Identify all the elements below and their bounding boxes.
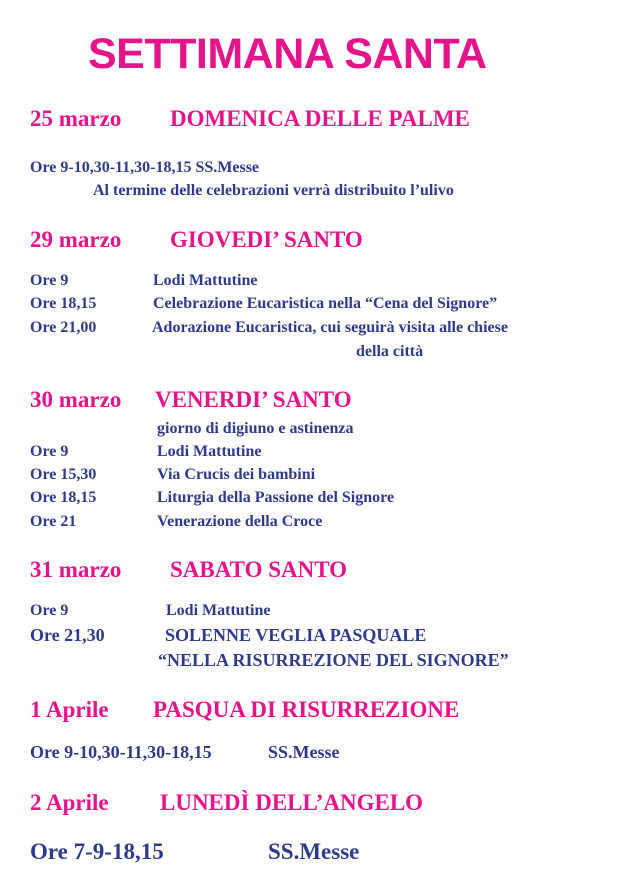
schedule-desc: SS.Messe	[268, 839, 360, 864]
schedule-desc: Adorazione Eucaristica, cui seguirà visita alle chiese	[152, 319, 508, 336]
section-name: PASQUA DI RISURREZIONE	[153, 697, 460, 722]
schedule-desc: Via Crucis dei bambini	[157, 466, 316, 483]
schedule-desc: Liturgia della Passione del Signore	[157, 489, 395, 506]
schedule-time: Ore 15,30	[30, 466, 97, 483]
schedule-time: Ore 18,15	[30, 489, 97, 506]
schedule-desc: Lodi Mattutine	[166, 602, 271, 619]
section-date: 1 Aprile	[30, 697, 109, 722]
schedule-desc: Lodi Mattutine	[153, 272, 258, 289]
page-title: SETTIMANA SANTA	[88, 30, 487, 78]
section-date: 31 marzo	[30, 557, 122, 582]
schedule-note: Al termine delle celebrazioni verrà distribuito l’ulivo	[93, 182, 454, 199]
schedule-desc: della città	[356, 343, 424, 360]
schedule-time: Ore 9-10,30-11,30-18,15	[30, 742, 212, 762]
schedule-time: Ore 9	[30, 443, 69, 460]
schedule-desc: “NELLA RISURREZIONE DEL SIGNORE”	[158, 650, 509, 670]
schedule-time: Ore 9-10,30-11,30-18,15 SS.Messe	[30, 159, 260, 176]
section-name: LUNEDÌ DELL’ANGELO	[160, 790, 424, 815]
schedule-desc: Celebrazione Eucaristica nella “Cena del Signore”	[153, 295, 498, 312]
section-date: 29 marzo	[30, 227, 122, 252]
schedule-time: Ore 9	[30, 272, 69, 289]
section-date: 25 marzo	[30, 106, 122, 131]
schedule-note: giorno di digiuno e astinenza	[157, 420, 354, 437]
schedule-time: Ore 7-9-18,15	[30, 839, 164, 864]
section-name: DOMENICA DELLE PALME	[170, 106, 470, 131]
schedule-time: Ore 18,15	[30, 295, 97, 312]
schedule-desc: Venerazione della Croce	[157, 513, 323, 530]
schedule-time: Ore 21	[30, 513, 77, 530]
schedule-time: Ore 21,00	[30, 319, 97, 336]
section-name: VENERDI’ SANTO	[155, 387, 352, 412]
schedule-time: Ore 9	[30, 602, 69, 619]
section-name: GIOVEDI’ SANTO	[170, 227, 363, 252]
schedule-desc: Lodi Mattutine	[157, 443, 262, 460]
section-date: 2 Aprile	[30, 790, 109, 815]
section-name: SABATO SANTO	[170, 557, 348, 582]
schedule-desc: SS.Messe	[268, 742, 340, 762]
section-date: 30 marzo	[30, 387, 122, 412]
schedule-time: Ore 21,30	[30, 625, 105, 645]
schedule-desc: SOLENNE VEGLIA PASQUALE	[165, 625, 427, 645]
